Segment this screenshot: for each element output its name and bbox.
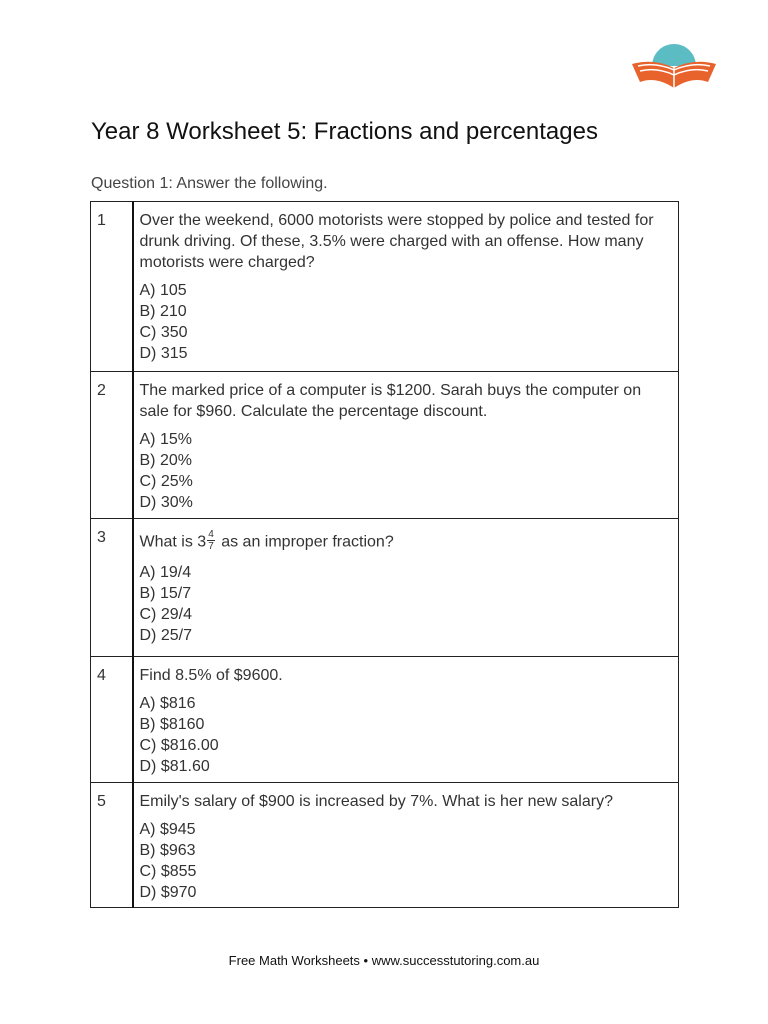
option-b: B) 210 [139, 303, 187, 320]
question-text: Emily's salary of $900 is increased by 7%. What is her new salary? [139, 793, 613, 810]
question-number: 4 [91, 657, 133, 783]
question-text: The marked price of a computer is $1200. Sarah buys the computer on sale for $960. Calculate the percentage discount. [139, 382, 642, 420]
answer-options [140, 693, 671, 777]
option-a: A) $945 [139, 821, 196, 838]
option-c: C) $816.00 [139, 737, 219, 754]
question-number: 1 [91, 202, 133, 372]
question-row [91, 372, 679, 519]
option-a: A) $816 [139, 695, 196, 712]
question-row [91, 519, 679, 657]
answer-options [140, 562, 671, 646]
option-c: C) 25% [139, 473, 193, 490]
option-c: C) $855 [139, 863, 197, 880]
question-text-before: What is 3 [139, 533, 207, 551]
question-instruction: Question 1: Answer the following. [91, 175, 328, 192]
option-d: D) 315 [139, 345, 188, 362]
answer-options [140, 429, 671, 513]
option-d: D) 25/7 [139, 627, 192, 644]
question-number: 2 [91, 372, 133, 519]
question-body [133, 372, 679, 519]
question-text: Find 8.5% of $9600. [139, 667, 283, 684]
option-a: A) 105 [139, 282, 187, 299]
option-d: D) 30% [139, 494, 193, 511]
option-d: D) $970 [139, 884, 197, 901]
question-text [140, 531, 671, 554]
answer-options [140, 819, 671, 903]
option-a: A) 19/4 [139, 564, 192, 581]
option-b: B) 20% [139, 452, 192, 469]
question-row [91, 202, 679, 372]
fraction-denominator: 7 [208, 541, 214, 552]
question-number: 5 [91, 783, 133, 908]
question-body [133, 202, 679, 372]
page-footer: Free Math Worksheets • www.successtutoring.com.au [228, 953, 540, 968]
option-c: C) 350 [139, 324, 188, 341]
questions-table [90, 201, 679, 908]
option-b: B) $963 [139, 842, 196, 859]
fraction [207, 529, 215, 552]
option-b: B) $8160 [139, 716, 205, 733]
question-number: 3 [91, 519, 133, 657]
open-book-logo-icon [630, 36, 718, 92]
question-body [133, 519, 679, 657]
question-row [91, 657, 679, 783]
answer-options [140, 280, 671, 364]
option-d: D) $81.60 [139, 758, 210, 775]
question-text: Over the weekend, 6000 motorists were stopped by police and tested for drunk driving. Of these, 3.5% were charged with an offense. How many motorists were charged? [139, 212, 654, 271]
option-a: A) 15% [139, 431, 192, 448]
question-text-after: as an improper fraction? [216, 533, 394, 551]
page-title: Year 8 Worksheet 5: Fractions and percentages [91, 118, 598, 145]
question-body [133, 657, 679, 783]
question-body [133, 783, 679, 908]
option-b: B) 15/7 [139, 585, 192, 602]
fraction-numerator: 4 [208, 529, 214, 540]
question-row [91, 783, 679, 908]
option-c: C) 29/4 [139, 606, 192, 623]
